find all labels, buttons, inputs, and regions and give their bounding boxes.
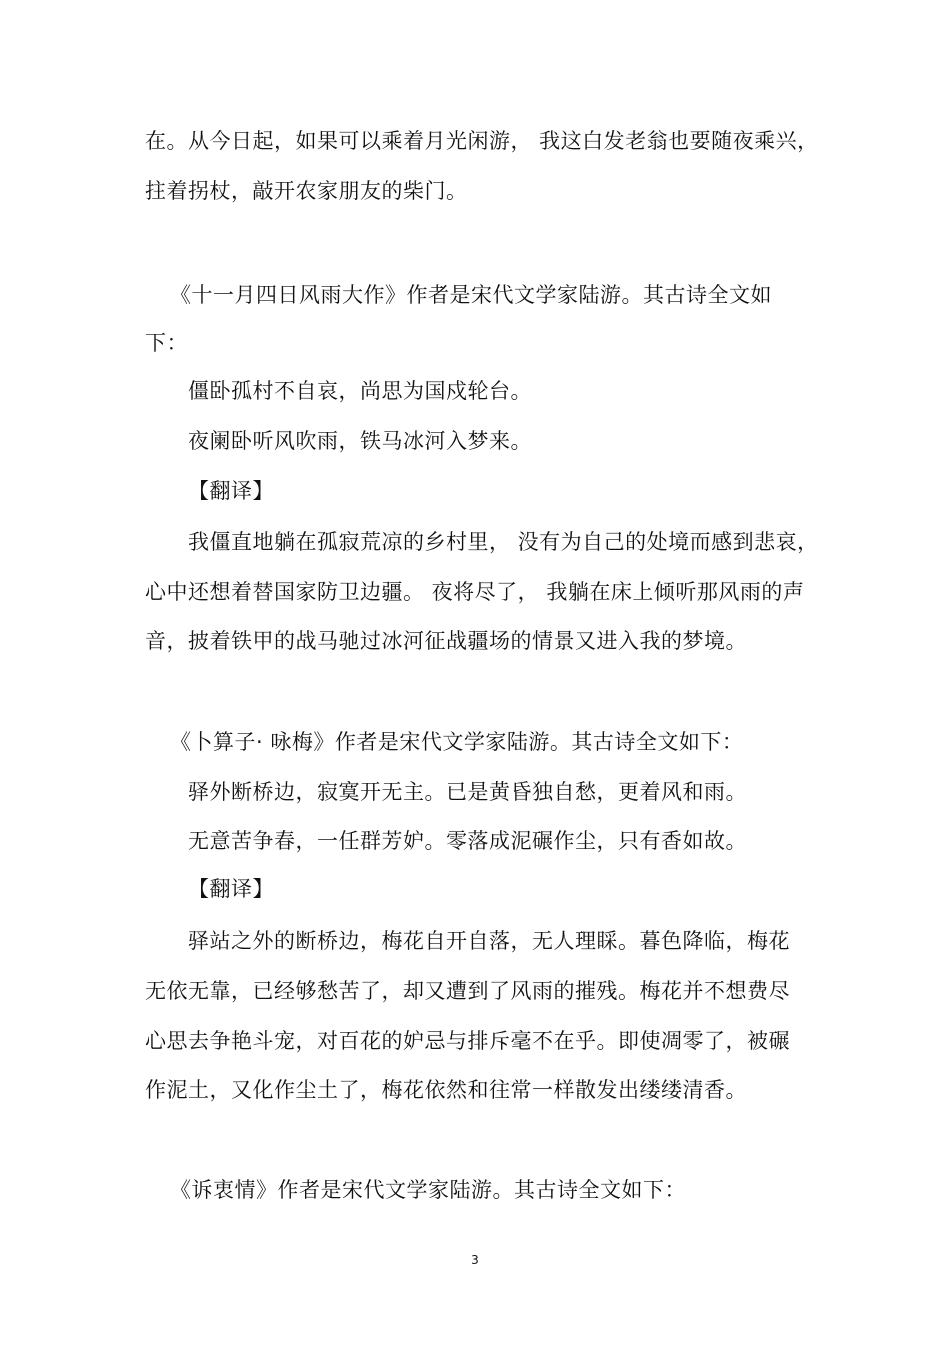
poem-intro-line: 《十一月四日风雨大作》作者是宋代文学家陆游。其古诗全文如: [170, 283, 772, 307]
translation-heading: 【翻译】: [188, 479, 274, 503]
translation-heading: 【翻译】: [188, 877, 274, 901]
poem-verse-line: 夜阑卧听风吹雨，铁马冰河入梦来。: [188, 429, 532, 453]
poem-verse-line: 僵卧孤村不自哀，尚思为国戍轮台。: [188, 379, 532, 403]
body-text-line: 拄着拐杖，敲开农家朋友的柴门。: [145, 179, 468, 203]
translation-line: 心思去争艳斗宠，对百花的妒忌与排斥毫不在乎。即使凋零了，被碾: [145, 1029, 790, 1053]
poem-verse-line: 驿外断桥边，寂寞开无主。已是黄昏独自愁，更着风和雨。: [188, 780, 747, 804]
translation-line: 音，披着铁甲的战马驰过冰河征战疆场的情景又进入我的梦境。: [145, 629, 747, 653]
poem-verse-line: 无意苦争春，一任群芳妒。零落成泥碾作尘，只有香如故。: [188, 829, 747, 853]
translation-line: 我僵直地躺在孤寂荒凉的乡村里， 没有为自己的处境而感到悲哀，: [188, 530, 819, 554]
translation-line: 无依无靠，已经够愁苦了，却又遭到了风雨的摧残。梅花并不想费尽: [145, 979, 790, 1003]
poem-intro-line: 《卜算子· 咏梅》作者是宋代文学家陆游。其古诗全文如下：: [170, 730, 744, 754]
body-text-line: 在。从今日起，如果可以乘着月光闲游， 我这白发老翁也要随夜乘兴，: [145, 129, 819, 153]
poem-intro-line: 下：: [145, 331, 188, 355]
poem-intro-line: 《诉衷情》作者是宋代文学家陆游。其古诗全文如下：: [170, 1178, 686, 1202]
translation-line: 作泥土，又化作尘土了，梅花依然和往常一样散发出缕缕清香。: [145, 1078, 747, 1102]
translation-line: 驿站之外的断桥边，梅花自开自落，无人理睬。暮色降临，梅花: [188, 929, 790, 953]
page-number: 3: [471, 1253, 479, 1267]
translation-line: 心中还想着替国家防卫边疆。 夜将尽了， 我躺在床上倾听那风雨的声: [145, 580, 805, 604]
